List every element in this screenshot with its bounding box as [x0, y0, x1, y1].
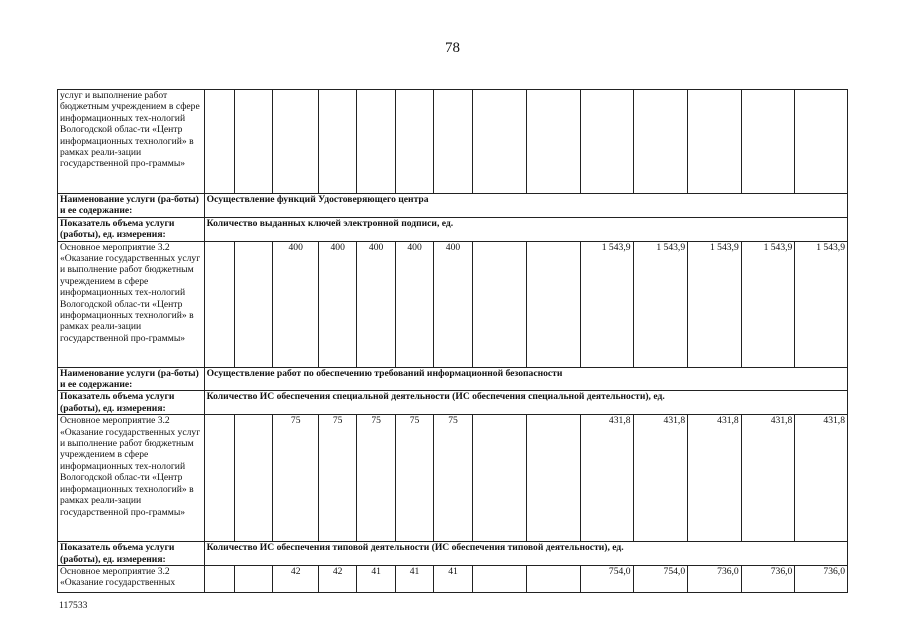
service-name-row — [58, 367, 848, 391]
value-cell — [204, 241, 234, 367]
value-cell: 75 — [434, 415, 472, 542]
measure-description-cell: Основное мероприятие 3.2 «Оказание государственных услуг и выполнение работ бюджетным учреждением в сфере информационных тех-нологий Вологодской облас-ти «Центр информационных технологий» в рамках реали-зации государственной про-граммы» — [58, 241, 205, 367]
value-cell — [395, 90, 433, 194]
value-cell — [527, 415, 581, 542]
service-name-value: Осуществление функций Удостоверяющего центра — [204, 194, 847, 218]
volume-indicator-label: Показатель объема услуги (работы), ед. измерения: — [58, 542, 205, 566]
value-cell: 736,0 — [688, 566, 742, 593]
value-cell: 41 — [357, 566, 395, 593]
volume-indicator-row — [58, 542, 848, 566]
value-cell — [741, 90, 795, 194]
volume-indicator-value: Количество выданных ключей электронной подписи, ед. — [204, 217, 847, 241]
value-cell: 431,8 — [633, 415, 688, 542]
volume-indicator-row — [58, 217, 848, 241]
value-cell: 431,8 — [795, 415, 848, 542]
value-cell: 400 — [273, 241, 319, 367]
value-cell: 400 — [395, 241, 433, 367]
service-name-label: Наименование услуги (ра-боты) и ее содержание: — [58, 367, 205, 391]
value-cell — [235, 566, 273, 593]
value-cell: 400 — [357, 241, 395, 367]
value-cell — [204, 415, 234, 542]
value-cell — [204, 566, 234, 593]
value-cell: 431,8 — [580, 415, 633, 542]
value-cell: 736,0 — [741, 566, 795, 593]
value-cell — [273, 90, 319, 194]
value-cell — [527, 241, 581, 367]
value-cell — [235, 90, 273, 194]
value-cell — [357, 90, 395, 194]
value-cell — [434, 90, 472, 194]
value-cell: 736,0 — [795, 566, 848, 593]
value-cell: 431,8 — [688, 415, 742, 542]
value-cell: 1 543,9 — [741, 241, 795, 367]
value-cell: 42 — [273, 566, 319, 593]
value-cell: 1 543,9 — [580, 241, 633, 367]
measure-description-cell: Основное мероприятие 3.2 «Оказание государственных услуг и выполнение работ бюджетным учреждением в сфере информационных тех-нологий Вологодской облас-ти «Центр информационных технологий» в рамках реали-зации государственной про-граммы» — [58, 415, 205, 542]
value-cell — [795, 90, 848, 194]
value-cell: 1 543,9 — [795, 241, 848, 367]
volume-indicator-value: Количество ИС обеспечения специальной деятельности (ИС обеспечения специальной деятельности), ед. — [204, 391, 847, 415]
volume-indicator-label: Показатель объема услуги (работы), ед. измерения: — [58, 217, 205, 241]
value-cell — [472, 90, 527, 194]
measure-description-cell: Основное мероприятие 3.2 «Оказание государственных — [58, 566, 205, 593]
value-cell: 400 — [318, 241, 356, 367]
value-cell: 1 543,9 — [633, 241, 688, 367]
table-row — [58, 566, 848, 593]
value-cell — [472, 241, 527, 367]
value-cell: 75 — [357, 415, 395, 542]
value-cell — [580, 90, 633, 194]
value-cell — [527, 566, 581, 593]
value-cell: 41 — [434, 566, 472, 593]
value-cell — [235, 241, 273, 367]
value-cell — [527, 90, 581, 194]
service-name-value: Осуществление работ по обеспечению требований информационной безопасности — [204, 367, 847, 391]
page-number: 78 — [445, 40, 460, 56]
table-row — [58, 415, 848, 542]
value-cell — [633, 90, 688, 194]
table-row — [58, 90, 848, 194]
volume-indicator-value: Количество ИС обеспечения типовой деятельности (ИС обеспечения типовой деятельности), ед. — [204, 542, 847, 566]
value-cell — [472, 415, 527, 542]
value-cell: 41 — [395, 566, 433, 593]
service-name-row — [58, 194, 848, 218]
value-cell: 400 — [434, 241, 472, 367]
volume-indicator-row — [58, 391, 848, 415]
value-cell: 1 543,9 — [688, 241, 742, 367]
document-code: 117533 — [59, 600, 88, 611]
value-cell: 75 — [318, 415, 356, 542]
volume-indicator-label: Показатель объема услуги (работы), ед. измерения: — [58, 391, 205, 415]
measure-description-cell: услуг и выполнение работ бюджетным учреждением в сфере информационных тех-нологий Вологодской облас-ти «Центр информационных технологий» в рамках реали-зации государственной про-граммы» — [58, 90, 205, 194]
value-cell: 75 — [395, 415, 433, 542]
value-cell: 754,0 — [633, 566, 688, 593]
value-cell: 42 — [318, 566, 356, 593]
data-table — [57, 89, 848, 593]
table-row — [58, 241, 848, 367]
value-cell — [688, 90, 742, 194]
value-cell — [318, 90, 356, 194]
value-cell — [472, 566, 527, 593]
value-cell — [235, 415, 273, 542]
value-cell: 75 — [273, 415, 319, 542]
value-cell — [204, 90, 234, 194]
value-cell: 754,0 — [580, 566, 633, 593]
value-cell: 431,8 — [741, 415, 795, 542]
service-name-label: Наименование услуги (ра-боты) и ее содержание: — [58, 194, 205, 218]
